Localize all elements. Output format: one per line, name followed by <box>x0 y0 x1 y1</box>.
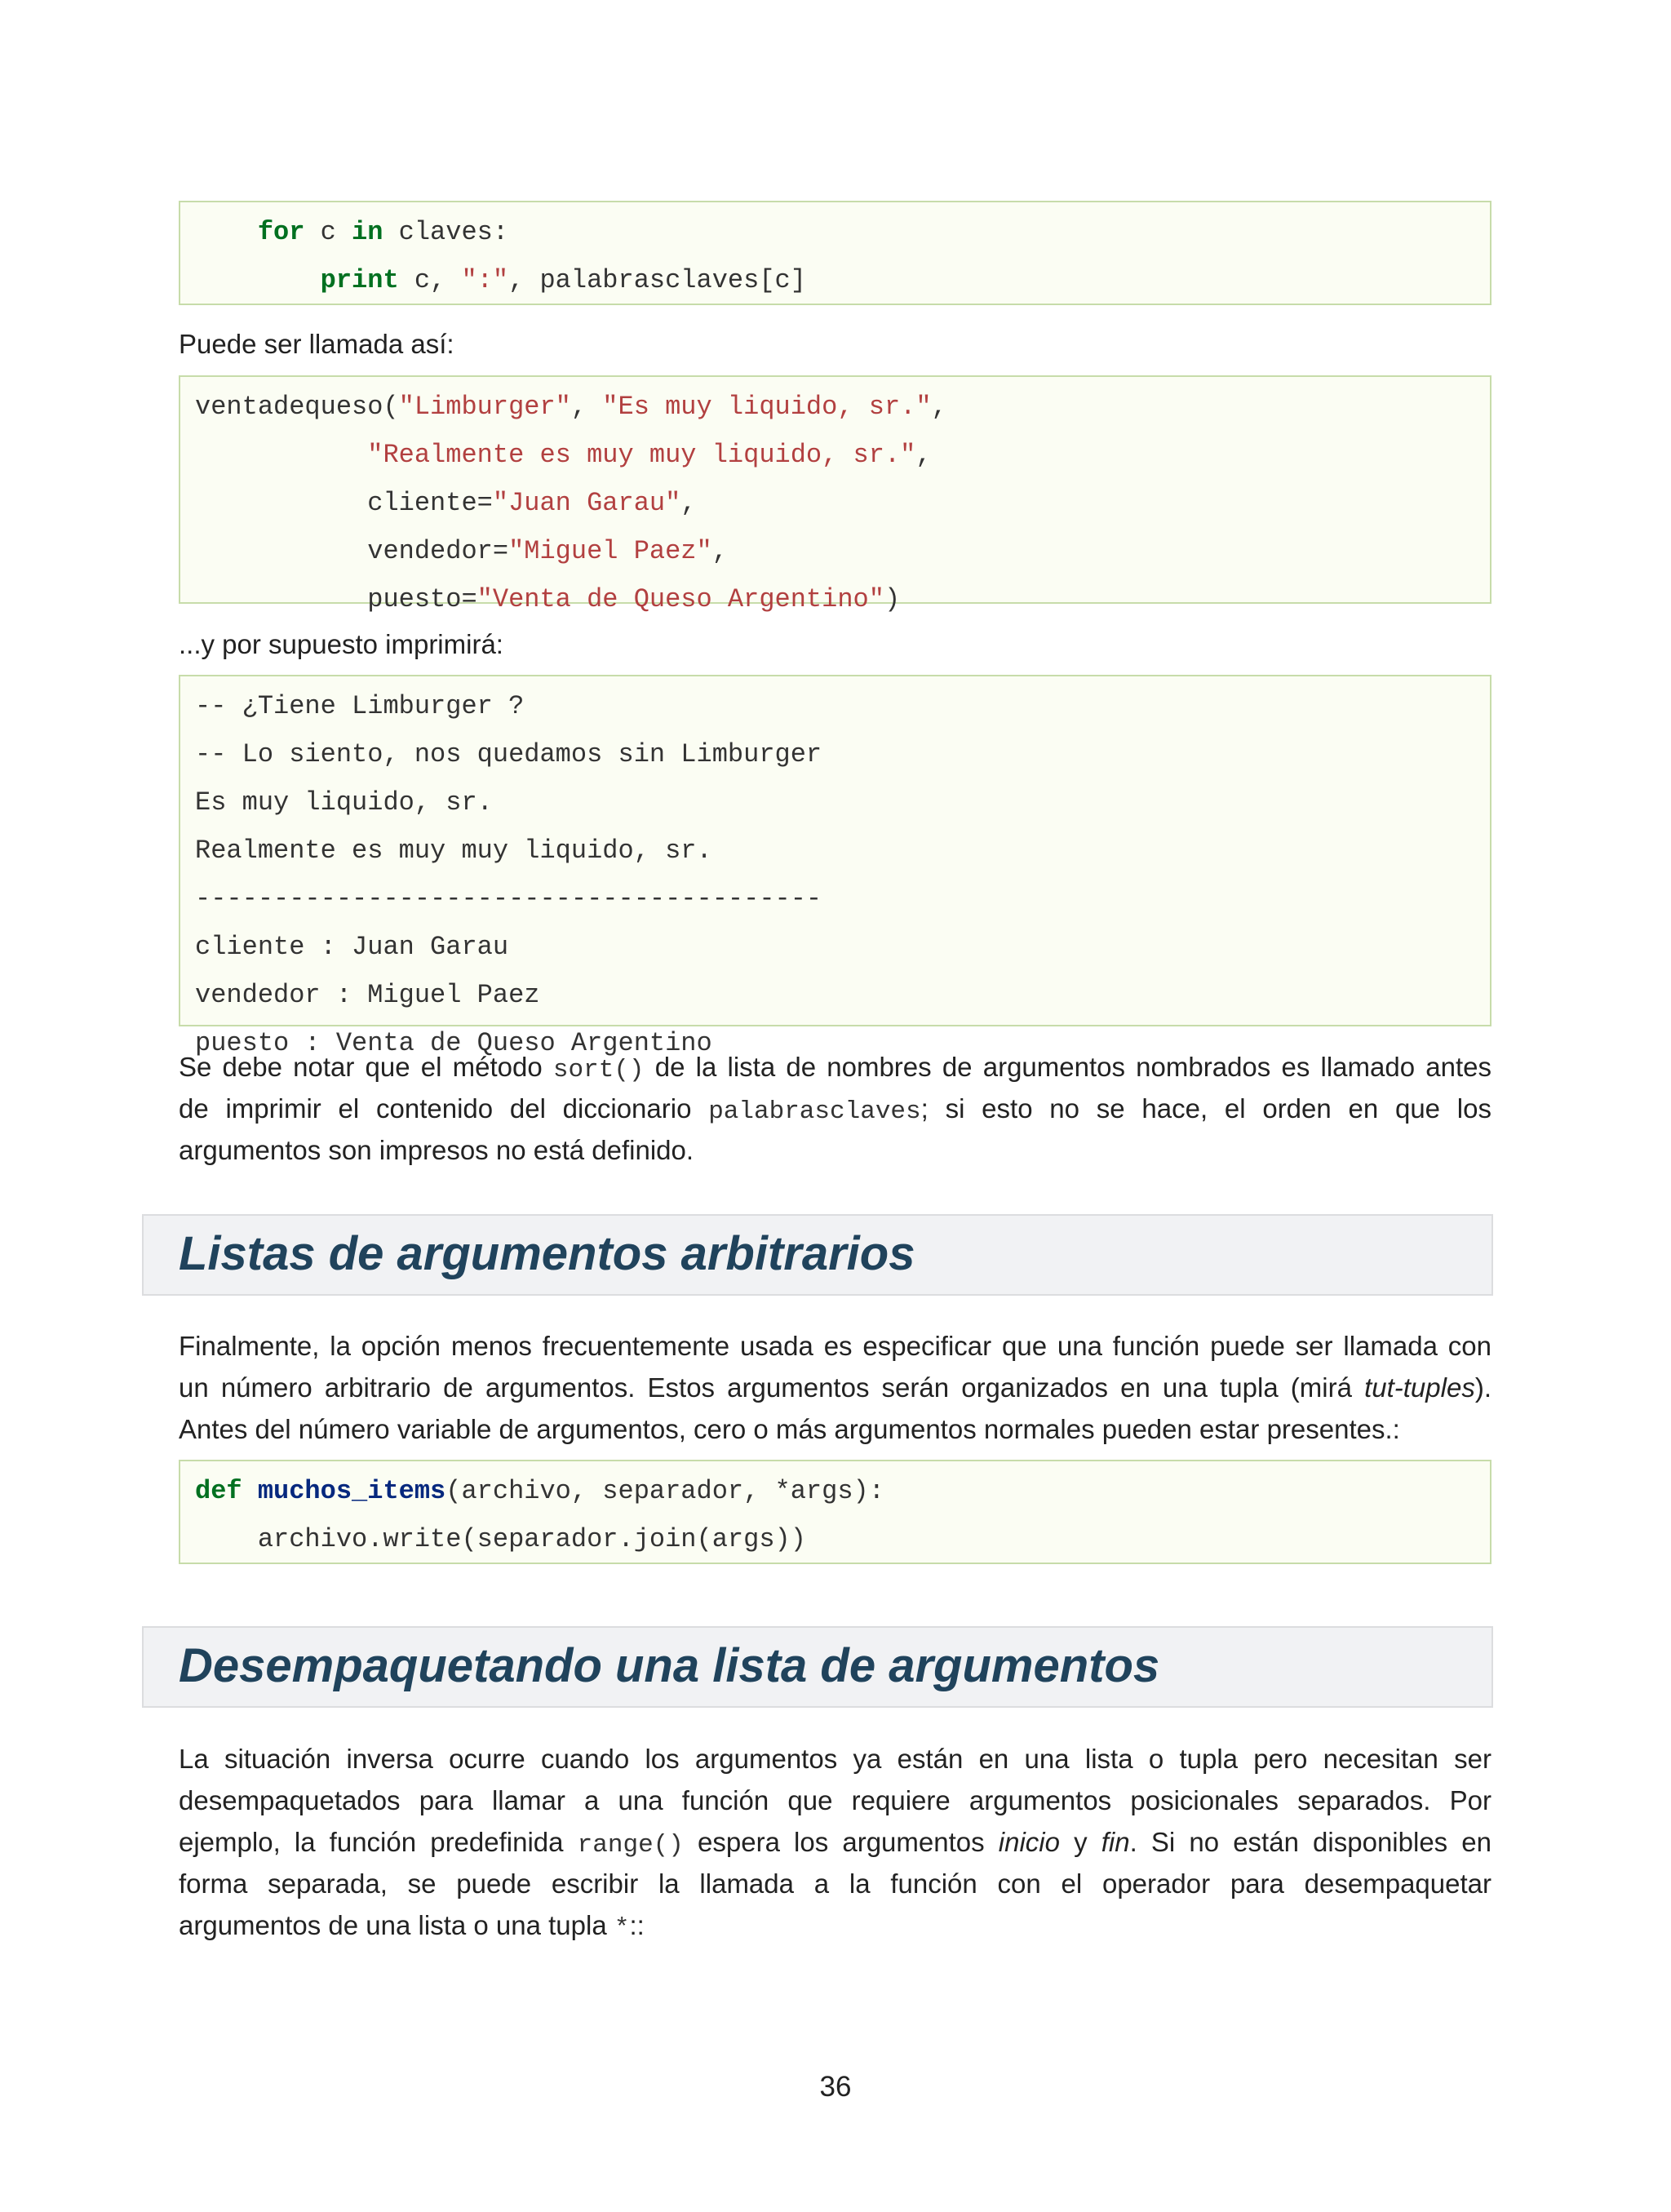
code-string: ":" <box>461 265 509 295</box>
code-line <box>195 482 697 524</box>
code-block-function-call <box>179 375 1491 614</box>
paragraph-line <box>179 1046 1491 1088</box>
text-segment: Finalmente, la opción menos frecuentemente usada es especificar que una función puede ser llamada con <box>179 1331 1491 1361</box>
code-keyword: in <box>352 217 383 247</box>
code-string: "Juan Garau" <box>492 488 681 518</box>
text-segment: vendedor : Miguel Paez <box>195 980 540 1010</box>
text-segment: ejemplo, la función predefinida <box>179 1827 578 1857</box>
text-segment: . Si no están disponibles en <box>1129 1827 1492 1857</box>
text-segment: un número arbitrario de argumentos. Estos argumentos serán organizados en una tupla (mirá <box>179 1372 1365 1403</box>
text-segment: Es muy liquido, sr. <box>195 787 493 818</box>
paragraph-line <box>179 1821 1491 1863</box>
paragraph-line <box>179 1367 1491 1408</box>
text-segment: -- Lo siento, nos quedamos sin Limburger <box>195 739 822 769</box>
text-segment: de imprimir el contenido del diccionario <box>179 1093 709 1124</box>
code-keyword: print <box>320 265 399 295</box>
inline-code: sort() <box>552 1056 645 1084</box>
output-intro-text: ...y por supuesto imprimirá: <box>179 629 503 659</box>
text-segment: c, <box>398 265 462 295</box>
text-segment: :: <box>629 1910 645 1940</box>
text-segment: Se debe notar que el método <box>179 1052 553 1082</box>
text-segment: desempaquetados para llamar a una función que requiere argumentos posicionales separados. Por <box>179 1785 1491 1815</box>
code-function-name: muchos_items <box>257 1476 446 1506</box>
text-segment: archivo.write(separador.join(args)) <box>195 1524 806 1554</box>
code-string: "Limburger" <box>398 392 571 422</box>
code-keyword: for <box>257 217 305 247</box>
code-string: "Venta de Queso Argentino" <box>476 584 884 614</box>
paragraph-line <box>179 1738 1491 1780</box>
paragraph-line <box>179 1088 1491 1129</box>
sort-note-paragraph <box>179 1046 1491 1171</box>
code-line <box>195 830 712 871</box>
code-block-def-muchos-items <box>179 1460 1491 1564</box>
code-line <box>195 578 900 620</box>
text-segment: ; si esto no se hace, el orden en que los <box>920 1093 1491 1124</box>
section-title: Listas de argumentos arbitrarios <box>179 1227 915 1280</box>
code-line <box>195 685 524 727</box>
page-number: 36 <box>819 2071 852 2103</box>
text-segment: ---------------------------------------- <box>195 884 822 914</box>
inline-code: palabrasclaves <box>708 1097 921 1126</box>
paragraph-line <box>179 1408 1491 1450</box>
code-line <box>195 211 508 253</box>
text-segment: -- ¿Tiene Limburger ? <box>195 691 525 721</box>
code-line <box>195 1470 884 1512</box>
code-block-output <box>179 675 1491 1058</box>
text-segment: puesto= <box>195 584 477 614</box>
text-segment: ventadequeso( <box>195 392 399 422</box>
text-segment: , <box>570 392 603 422</box>
call-intro-text: Puede ser llamada así: <box>179 329 454 359</box>
inline-code: * <box>614 1914 630 1943</box>
text-segment: vendedor= <box>195 536 509 566</box>
text-segment: y <box>1059 1827 1101 1857</box>
text-segment: (archivo, separador, *args): <box>445 1476 884 1506</box>
text-segment: , <box>680 488 697 518</box>
paragraph-line <box>179 1780 1491 1821</box>
text-segment: argumentos de una lista o una tupla <box>179 1910 614 1940</box>
code-line <box>195 878 822 920</box>
emphasis: inicio <box>998 1827 1060 1857</box>
text-segment <box>195 440 367 470</box>
code-line <box>195 974 539 1016</box>
code-line <box>195 1518 806 1560</box>
text-segment: , <box>915 440 932 470</box>
code-line <box>195 926 508 968</box>
section-heading-unpacking <box>142 1626 1493 1708</box>
code-line <box>195 259 806 301</box>
paragraph-line <box>179 1904 1491 1946</box>
text-segment <box>242 1476 258 1506</box>
paragraph-line <box>179 1863 1491 1904</box>
code-line <box>195 734 822 775</box>
text-segment: puesto : Venta de Queso Argentino <box>195 1028 712 1058</box>
code-line <box>195 782 493 823</box>
text-segment: Antes del número variable de argumentos, cero o más argumentos normales pueden estar presentes.: <box>179 1414 1400 1444</box>
code-string: "Realmente es muy muy liquido, sr." <box>367 440 916 470</box>
text-segment: claves: <box>383 217 509 247</box>
emphasis: fin <box>1101 1827 1130 1857</box>
section-title: Desempaquetando una lista de argumentos <box>179 1639 1160 1692</box>
text-segment: Realmente es muy muy liquido, sr. <box>195 836 712 866</box>
text-segment <box>195 217 258 247</box>
text-segment: cliente= <box>195 488 493 518</box>
text-segment: , palabrasclaves[c] <box>508 265 806 295</box>
code-keyword: def <box>195 1476 242 1506</box>
text-segment <box>195 265 321 295</box>
code-string: "Es muy liquido, sr." <box>602 392 932 422</box>
text-segment: espera los argumentos <box>683 1827 999 1857</box>
code-line <box>195 434 932 476</box>
inline-code: range() <box>577 1831 684 1860</box>
paragraph-line <box>179 1325 1491 1367</box>
text-segment: ) <box>884 584 901 614</box>
paragraph-line <box>179 1129 1491 1171</box>
unpacking-paragraph <box>179 1738 1491 1946</box>
text-segment: cliente : Juan Garau <box>195 932 509 962</box>
code-string: "Miguel Paez" <box>508 536 712 566</box>
text-segment: ). <box>1474 1372 1491 1403</box>
text-segment: forma separada, se puede escribir la llamada a la función con el operador para desempaquetar <box>179 1868 1491 1899</box>
text-segment: La situación inversa ocurre cuando los argumentos ya están en una lista o tupla pero necesitan ser <box>179 1744 1491 1774</box>
text-segment: c <box>304 217 352 247</box>
text-segment: de la lista de nombres de argumentos nombrados es llamado antes <box>644 1052 1491 1082</box>
arbitrary-arguments-paragraph <box>179 1325 1491 1450</box>
emphasis: tut-tuples <box>1364 1372 1475 1403</box>
section-heading-arbitrary-arguments <box>142 1214 1493 1296</box>
code-line <box>195 386 947 428</box>
code-line <box>195 530 728 572</box>
text-segment: argumentos son impresos no está definido. <box>179 1135 694 1165</box>
text-segment: , <box>931 392 947 422</box>
code-block-keyword-loop <box>179 201 1491 305</box>
text-segment: , <box>711 536 728 566</box>
